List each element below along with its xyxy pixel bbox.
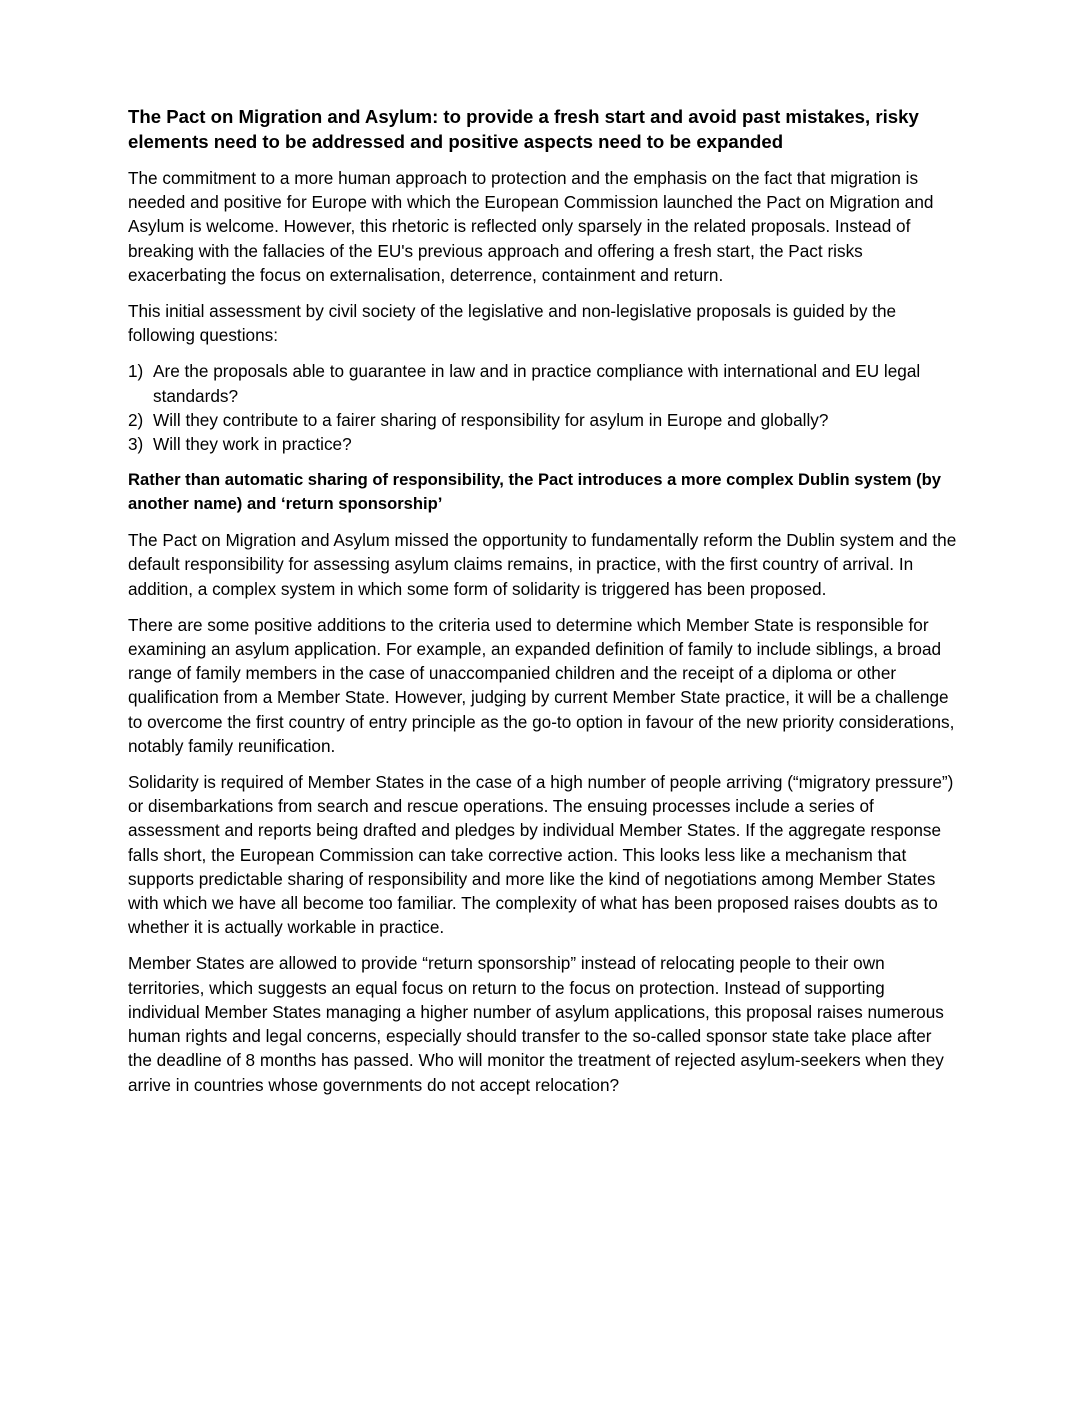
section-heading: Rather than automatic sharing of responsibility, the Pact introduces a more complex Dublin system (by another name) and ‘return sponsorship’ xyxy=(128,470,941,514)
section-paragraph: The Pact on Migration and Asylum missed the opportunity to fundamentally reform the Dublin system and the default responsibility for assessing asylum claims remains, in practice, with the first country of arrival. In addition, a complex system in which some form of solidarity is triggered has been proposed. xyxy=(128,530,957,599)
guiding-questions-list xyxy=(128,359,958,456)
list-item-text: Will they contribute to a fairer sharing of responsibility for asylum in Europe and globally? xyxy=(153,409,829,430)
document-title: The Pact on Migration and Asylum: to provide a fresh start and avoid past mistakes, risky elements need to be addressed and positive aspects need to be expanded xyxy=(128,106,919,152)
list-item-number: 2) xyxy=(128,409,144,430)
list-item xyxy=(128,408,958,432)
section-paragraph: There are some positive additions to the criteria used to determine which Member State is responsible for examining an asylum application. For example, an expanded definition of family to include siblings, a broad range of family members in the case of unaccompanied children and the receipt of a diploma or other qualification from a Member State. However, judging by current Member State practice, it will be a challenge to overcome the first country of entry principle as the go-to option in favour of the new priority considerations, notably family reunification. xyxy=(128,614,955,756)
document-page xyxy=(128,104,958,1109)
list-item-number: 1) xyxy=(128,361,144,382)
list-item-number: 3) xyxy=(128,434,144,455)
list-item-text: Will they work in practice? xyxy=(153,434,352,455)
list-item xyxy=(128,359,958,407)
intro-paragraph: The commitment to a more human approach to protection and the emphasis on the fact that migration is needed and positive for Europe with which the European Commission launched the Pact on Migration and Asylum is welcome. However, this rhetoric is reflected only sparsely in the related proposals. Instead of breaking with the fallacies of the EU's previous approach and offering a fresh start, the Pact risks exacerbating the focus on externalisation, deterrence, containment and return. xyxy=(128,168,934,285)
list-item xyxy=(128,432,958,456)
section-paragraph: Solidarity is required of Member States in the case of a high number of people arriving (“migratory pressure”) or disembarkations from search and rescue operations. The ensuing processes include a series of assessment and reports being drafted and pledges by individual Member States. If the aggregate response falls short, the European Commission can take corrective action. This looks less like a mechanism that supports predictable sharing of responsibility and more like the kind of negotiations among Member States with which we have all become too familiar. The complexity of what has been proposed raises doubts as to whether it is actually workable in practice. xyxy=(128,772,954,938)
section-paragraph: Member States are allowed to provide “return sponsorship” instead of relocating people to their own territories, which suggests an equal focus on return to the focus on protection. Instead of supporting individual Member States managing a higher number of asylum applications, this proposal raises numerous human rights and legal concerns, especially should transfer to the so-called sponsor state take place after the deadline of 8 months has passed. Who will monitor the treatment of rejected asylum-seekers when they arrive in countries whose governments do not accept relocation? xyxy=(128,953,944,1095)
intro-paragraph: This initial assessment by civil society of the legislative and non-legislative proposals is guided by the following questions: xyxy=(128,301,897,346)
list-item-text: Are the proposals able to guarantee in law and in practice compliance with international and EU legal standards? xyxy=(153,361,921,406)
